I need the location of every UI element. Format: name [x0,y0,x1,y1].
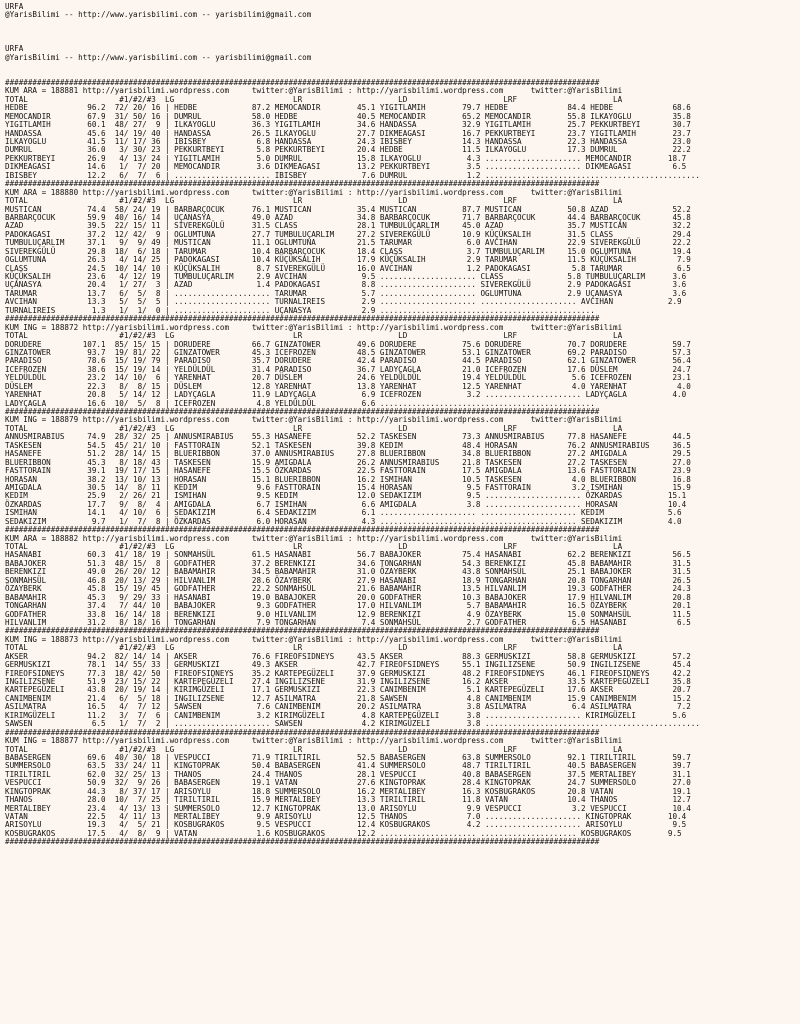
column-header: TOTAL #1/#2/#3 LG LR LD LRF LA [5,331,623,341]
section-separator: ################################################################################################################################## [5,407,600,416]
horse-row: OGLUMTUNA 26.3 4/ 14/ 25 | PADOKAGASI 10.4 KÜÇÜKSALIH 17.9 KÜÇÜKSALIH 2.9 TARUMAR 11.5 KÜÇÜKSALIH 7.9 [5,255,691,265]
horse-row: BERENKIZI 49.0 26/ 20/ 12 | BABAMAHIR 34.5 BABAMAHIR 31.0 ÖZAYBERK 43.8 SONMAHSÜL 25.1 BABAJOKER 31.5 [5,567,691,577]
horse-row: THANOS 28.0 10/ 7/ 25 | TIRILTIRIL 15.9 MERTALIBEY 13.3 TIRILTIRIL 11.8 VATAN 10.4 THANOS 12.7 [5,795,691,805]
horse-row: BABASERGEN 69.6 40/ 30/ 18 | VESPUCCI 71.9 TIRILTIRIL 52.5 BABASERGEN 63.8 SUMMERSOLO 92.1 TIRILTIRIL 59.7 [5,752,691,762]
horse-row: GODFATHER 33.8 16/ 14/ 18 | BERENKIZI 9.0 HILVANLIM 12.9 BERENKIZI 4.9 ÖZAYBERK 15.0 SONMAHSÜL 11.5 [5,609,691,619]
race-header: KUM ARA = 188880 http://yarisbilimi.wordpress.com twitter:@YarisBilimi : http://yarisbilimi.wordpress.com twitter:@YarisBilimi [5,187,623,197]
horse-row: YARENHAT 20.8 5/ 14/ 12 | LADYÇAGLA 11.9 LADYÇAGLA 6.9 ICEFROZEN 3.2 ..................... LADYÇAGLA 4.0 [5,390,687,400]
race-header: KUM ARA = 188882 http://yarisbilimi.wordpress.com twitter:@YarisBilimi : http://yarisbilimi.wordpress.com twitter:@YarisBilimi [5,533,623,543]
race-section [5,535,796,636]
horse-row: ICEFROZEN 38.6 15/ 19/ 14 | YELDÜLDÜL 31.4 PARADISO 36.7 LADYÇAGLA 21.0 ICEFROZEN 17.6 DÜSLEM 24.7 [5,364,691,374]
column-header: TOTAL #1/#2/#3 LG LR LD LRF LA [5,542,623,551]
horse-row: VATAN 22.5 4/ 11/ 13 | MERTALIBEY 9.9 ARISOYLU 12.5 THANOS 7.0 ..................... KINGTOPRAK 10.4 [5,812,687,821]
race-header: KUM ING = 188872 http://yarisbilimi.wordpress.com twitter:@YarisBilimi : http://yarisbilimi.wordpress.com twitter:@YarisBilimi [5,322,623,332]
horse-row: GERMUSKIZI 78.1 14/ 55/ 33 | GERMUSKIZI 49.3 AKSER 42.7 FIREOFSIDNEYS 55.1 INGILIZSENE 50.9 INGILIZSENE 45.4 [5,660,691,670]
horse-row: SEDAKIZIM 9.7 1/ 7/ 8 | ÖZKARDAS 6.0 HORASAN 4.3 ..................... ..................... SEDAKIZIM 4.0 [5,516,682,526]
horse-row: BABAMAHIR 45.3 9/ 29/ 33 | HASANABI 19.0 BABAJOKER 20.0 GODFATHER 10.3 BABAJOKER 17.9 HILVANLIM 20.8 [5,592,691,602]
section-separator: ################################################################################################################################## [5,525,600,535]
race-header: KUM ING = 188873 http://yarisbilimi.wordpress.com twitter:@YarisBilimi : http://yarisbilimi.wordpress.com twitter:@YarisBilimi [5,634,623,644]
horse-row: CANIMBENIM 21.4 6/ 5/ 18 | INGILIZSENE 12.7 ASILMATRA 21.8 SAWSEN 4.8 CANIMBENIM 15.9 CANIMBENIM 15.2 [5,693,691,703]
section-separator: ################################################################################################################################## [5,626,600,636]
horse-row: GINZATOWER 93.7 19/ 81/ 22 | GINZATOWER 45.3 ICEFROZEN 48.5 GINZATOWER 53.1 GINZATOWER 69.2 PARADISO 57.3 [5,347,691,357]
horse-row: ÖZKARDAS 17.7 9/ 8/ 4 | AMIGDALA 6.7 ISMIHAN 6.6 AMIGDALA 3.8 ..................... HORASAN 10.4 [5,499,687,509]
race-section [5,636,796,737]
horse-row: MERTALIBEY 23.4 4/ 13/ 13 | SUMMERSOLO 12.7 KINGTOPRAK 13.0 ARISOYLU 9.9 VESPUCCI 3.2 VESPUCCI 10.4 [5,803,691,813]
horse-row: DÜSLEM 22.3 8/ 8/ 15 | DÜSLEM 12.8 YARENHAT 13.8 YARENHAT 12.5 YARENHAT 4.0 YARENHAT 4.0 [5,381,691,391]
horse-row: TIRILTIRIL 62.0 32/ 25/ 13 | THANOS 24.4 THANOS 28.1 VESPUCCI 40.8 BABASERGEN 37.5 MERTALIBEY 31.1 [5,769,691,779]
horse-row: ASILMATRA 16.5 4/ 7/ 12 | SAWSEN 7.6 CANIMBENIM 20.2 ASILMATRA 3.8 ASILMATRA 6.4 ASILMATRA 7.2 [5,702,691,712]
horse-row: KIRIMGÜZELI 11.2 3/ 7/ 6 | CANIMBENIM 3.2 KIRIMGÜZELI 4.8 KARTEPEGÜZELI 3.8 ..................... KIRIMGÜZELI 5.6 [5,710,687,720]
blank-line [5,37,796,45]
blank-line [5,28,796,36]
horse-row: HORASAN 38.2 13/ 10/ 13 | HORASAN 15.1 BLUERIBBON 16.2 ISMIHAN 10.5 TASKESEN 4.0 BLUERIBBON 16.8 [5,474,691,484]
horse-row: PADOKAGASI 37.2 12/ 42/ 9 | OGLUMTUNA 27.7 TUMBULUÇARLIM 27.2 SIVEREKGÜLÜ 10.9 KÜÇÜKSALIH 31.5 CLASS 29.4 [5,229,691,239]
horse-row: TASKESEN 54.5 45/ 21/ 10 | FASTTORAIN 52.1 TASKESEN 39.8 KEDIM 48.4 HORASAN 76.2 ANNUSMIRABIUS 36.5 [5,440,691,450]
column-header: TOTAL #1/#2/#3 LG LR LD LRF LA [5,196,623,206]
column-header: TOTAL #1/#2/#3 LG LR LD LRF LA [5,744,623,754]
horse-row: BLUERIBBON 45.3 8/ 18/ 43 | TASKESEN 15.9 AMIGDALA 26.2 ANNUSMIRABIUS 21.8 TASKESEN 27.2 TASKESEN 27.0 [5,457,691,467]
horse-row: HASANEFE 51.2 28/ 14/ 15 | BLUERIBBON 37.0 ANNUSMIRABIUS 27.8 BLUERIBBON 34.8 BLUERIBBON 27.2 AMIGDALA 29.5 [5,449,691,459]
column-header: TOTAL #1/#2/#3 LG LR LD LRF LA [5,94,623,104]
horse-row: HASANABI 60.3 41/ 18/ 19 | SONMAHSÜL 61.5 HASANABI 56.7 BABAJOKER 75.4 HASANABI 62.2 BERENKIZI 56.5 [5,550,691,560]
races-container [5,79,796,847]
horse-row: LADYÇAGLA 16.6 10/ 5/ 8 | ICEFROZEN 4.8 YELDÜLDÜL 6.6 ............................................... [5,398,595,408]
horse-row: AMIGDALA 30.5 14/ 8/ 11 | KEDIM 9.6 FASTTORAIN 15.4 HORASAN 9.5 FASTTORAIN 3.2 ISMIHAN 15.9 [5,482,691,492]
horse-row: DIKMEAGASI 14.6 1/ 7/ 20 | MEMOCANDIR 3.6 DIKMEAGASI 13.2 PEKKURTBEYI 3.5 ..................... DIKMEAGASI 6.5 [5,162,687,172]
horse-row: ÖZAYBERK 45.8 15/ 19/ 45 | GODFATHER 22.2 SONMAHSÜL 21.6 BABAMAHIR 13.5 HILVANLIM 19.3 GODFATHER 24.3 [5,584,691,594]
horse-row: PARADISO 78.6 15/ 19/ 79 | PARADISO 35.7 DORUDERE 42.4 PARADISO 44.5 PARADISO 62.1 GINZATOWER 56.4 [5,356,691,366]
horse-row: IBISBEY 12.2 6/ 7/ 6 | ..................... IBISBEY 7.6 DUMRUL 1.2 ............................................... [5,170,700,180]
section-separator: ################################################################################################################################## [5,179,600,189]
horse-row: KINGTOPRAK 44.3 8/ 37/ 17 | ARISOYLU 18.8 SUMMERSOLO 16.2 MERTALIBEY 16.3 KOSBUGRAKOS 20.8 VATAN 19.1 [5,786,691,796]
horse-row: BABAJOKER 51.3 48/ 15/ 8 | GODFATHER 37.2 BERENKIZI 34.6 TONGARHAN 54.3 BERENKIZI 45.8 BABAMAHIR 31.5 [5,558,691,568]
horse-row: DORUDERE 107.1 85/ 15/ 15 | DORUDERE 66.7 GINZATOWER 49.6 DORUDERE 75.6 DORUDERE 70.7 DORUDERE 59.7 [5,339,691,349]
horse-row: TONGARHAN 37.4 7/ 44/ 10 | BABAJOKER 9.3 GODFATHER 17.0 HILVANLIM 5.7 BABAMAHIR 16.5 ÖZAYBERK 20.1 [5,601,691,611]
section-separator: ################################################################################################################################## [5,837,600,847]
horse-row: MEMOCANDIR 67.9 31/ 50/ 16 | DUMRUL 58.0 HEDBE 40.5 MEMOCANDIR 65.2 MEMOCANDIR 55.8 ILKAYOGLU 35.8 [5,111,691,121]
horse-row: KEDIM 25.9 2/ 26/ 21 | ISMIHAN 9.5 KEDIM 12.0 SEDAKIZIM 9.5 ..................... ÖZKARDAS 15.1 [5,491,687,501]
section-separator: ################################################################################################################################## [5,727,600,737]
race-section [5,87,796,188]
horse-row: AZAD 39.5 22/ 15/ 11 | SIVEREKGÜLÜ 31.5 CLASS 28.1 TUMBULUÇARLIM 45.0 AZAD 35.7 MUSTICAN 32.2 [5,221,691,231]
horse-row: MUSTICAN 74.4 58/ 24/ 19 | BARBARÇOCUK 76.1 MUSTICAN 35.4 MUSTICAN 87.7 MUSTICAN 50.8 AZAD 52.2 [5,204,691,214]
column-header: TOTAL #1/#2/#3 LG LR LD LRF LA [5,423,623,433]
horse-row: HILVANLIM 31.2 8/ 18/ 16 | TONGARHAN 7.9 TONGARHAN 7.4 SONMAHSÜL 2.7 GODFATHER 6.5 HASANABI 6.5 [5,617,691,627]
horse-row: KARTEPEGÜZELI 43.8 20/ 19/ 14 | KIRIMGÜZELI 17.1 GERMUSKIZI 22.3 CANIMBENIM 5.1 KARTEPEGÜZELI 17.6 AKSER 20.7 [5,685,691,695]
horse-row: SAWSEN 6.5 1/ 7/ 2 | ..................... SAWSEN 4.2 KIRIMGÜZELI 3.8 ............................................... [5,719,700,729]
horse-row: INGILIZSENE 51.9 23/ 15/ 22 | KARTEPEGÜZELI 27.4 INGILIZSENE 31.9 INGILIZSENE 16.2 AKSER 33.5 KARTEPEGÜZELI 35.8 [5,677,691,686]
city-title: URFA [5,2,24,11]
horse-row: FASTTORAIN 39.1 19/ 17/ 15 | HASANEFE 15.5 ÖZKARDAS 22.5 FASTTORAIN 17.5 AMIGDALA 13.6 FASTTORAIN 23.9 [5,466,691,476]
race-header: KUM ING = 188877 http://yarisbilimi.wordpress.com twitter:@YarisBilimi : http://yarisbilimi.wordpress.com twitter:@YarisBilimi [5,736,623,746]
section-separator: ################################################################################################################################## [5,314,600,324]
horse-row: TURNALIREIS 1.3 1/ 1/ 0 | ..................... UÇANASYA 2.9 ............................................... [5,305,595,315]
horse-row: SONMAHSÜL 46.8 20/ 13/ 29 | HILVANLIM 28.6 ÖZAYBERK 27.9 HASANABI 18.9 TONGARHAN 20.8 TONGARHAN 26.5 [5,575,691,585]
city-title: URFA [5,44,24,54]
race-header: KUM ARA = 188881 http://yarisbilimi.wordpress.com twitter:@YarisBilimi : http://yarisbilimi.wordpress.com twitter:@YarisBilimi [5,86,623,96]
blank-line [5,20,796,28]
horse-row: SUMMERSOLO 63.5 33/ 24/ 11 | KINGTOPRAK 50.4 BABASERGEN 41.4 SUMMERSOLO 48.7 TIRILTIRIL 40.5 BABASERGEN 39.7 [5,761,691,771]
column-header: TOTAL #1/#2/#3 LG LR LD LRF LA [5,643,623,653]
horse-row: BARBARÇOCUK 59.9 40/ 16/ 14 | UÇANASYA 49.0 AZAD 34.8 BARBARÇOCUK 71.7 BARBARÇOCUK 44.4 BARBARÇOCUK 45.8 [5,212,691,222]
horse-row: ISMIHAN 14.1 4/ 10/ 6 | SEDAKIZIM 6.4 SEDAKIZIM 6.1 ..................... ..................... KEDIM 5.6 [5,508,682,518]
race-section [5,324,796,417]
horse-row: ANNUSMIRABIUS 74.9 28/ 32/ 25 | ANNUSMIRABIUS 55.3 HASANEFE 52.2 TASKESEN 73.3 ANNUSMIRABIUS 77.8 HASANEFE 44.5 [5,432,691,442]
horse-row: CLASS 24.5 10/ 14/ 10 | KÜÇÜKSALIH 8.7 SIVEREKGÜLÜ 16.0 AVCIHAN 1.2 PADOKAGASI 5.8 TARUMAR 6.5 [5,263,691,273]
horse-row: YELDÜLDÜL 23.2 14/ 10/ 6 | YARENHAT 20.7 DÜSLEM 24.6 YELDÜLDÜL 19.4 YELDÜLDÜL 5.6 ICEFROZEN 23.1 [5,373,691,383]
horse-row: TUMBULUÇARLIM 37.1 9/ 9/ 49 | MUSTICAN 11.1 OGLUMTUNA 21.5 TARUMAR 6.0 AVCIHAN 22.9 SIVEREKGÜLÜ 22.2 [5,238,691,248]
horse-row: ARISOYLU 19.3 4/ 5/ 21 | KOSBUGRAKOS 9.5 VESPUCCI 12.4 KOSBUGRAKOS 4.2 ..................... ARISOYLU 9.5 [5,820,687,830]
blank-line [5,62,796,70]
horse-row: HANDASSA 45.6 14/ 19/ 40 | HANDASSA 26.5 ILKAYOGLU 27.7 DIKMEAGASI 16.7 PEKKURTBEYI 23.7 YIGITLAMIH 23.7 [5,128,691,138]
horse-row: VESPUCCI 50.9 32/ 9/ 26 | BABASERGEN 19.1 VATAN 27.6 KINGTOPRAK 28.4 KINGTOPRAK 24.7 SUMMERSOLO 27.0 [5,778,691,788]
horse-row: KOSBUGRAKOS 17.5 4/ 8/ 9 | VATAN 1.6 KOSBUGRAKOS 12.2 ..................... ..................... KOSBUGRAKOS 9.5 [5,828,682,838]
horse-row: AVCIHAN 13.3 5/ 5/ 5 | ..................... TURNALIREIS 2.9 ..................... ..................... AVCIHAN 2.9 [5,297,682,307]
horse-row: ILKAYOGLU 41.5 11/ 17/ 36 | IBISBEY 6.8 HANDASSA 24.3 IBISBEY 14.3 HANDASSA 22.3 HANDASSA 23.0 [5,137,691,146]
horse-row: UÇANASYA 20.4 1/ 27/ 3 | AZAD 1.4 PADOKAGASI 8.8 ..................... SIVEREKGÜLÜ 2.9 PADOKAGASI 3.6 [5,280,687,290]
horse-row: PEKKURTBEYI 26.9 4/ 13/ 24 | YIGITLAMIH 5.0 DUMRUL 15.8 ILKAYOGLU 4.3 ..................... MEMOCANDIR 18.7 [5,153,687,163]
horse-row: KÜÇÜKSALIH 23.6 4/ 12/ 19 | TUMBULUÇARLIM 2.9 AVCIHAN 9.5 ..................... CLASS 5.8 TUMBULUÇARLIM 3.6 [5,272,687,281]
race-header: KUM ING = 188879 http://yarisbilimi.wordpress.com twitter:@YarisBilimi : http://yarisbilimi.wordpress.com twitter:@YarisBilimi [5,415,623,425]
contact-line: @YarisBilimi -- http://www.yarisbilimi.com -- yarisbilimi@gmail.com [5,52,312,62]
contact-line: @YarisBilimi -- http://www.yarisbilimi.com -- yarisbilimi@gmail.com [5,10,312,20]
section-separator: ################################################################################################################################## [5,77,600,87]
horse-row: YIGITLAMIH 60.1 48/ 27/ 9 | ILKAYOGLU 36.3 YIGITLAMIH 34.6 HANDASSA 32.9 YIGITLAMIH 25.7 PEKKURTBEYI 30.7 [5,120,691,130]
horse-row: DUMRUL 36.0 3/ 30/ 23 | PEKKURTBEYI 5.8 PEKKURTBEYI 20.4 HEDBE 11.5 ILKAYOGLU 17.3 DUMRUL 22.2 [5,145,691,155]
horse-row: TARUMAR 13.7 6/ 5/ 8 | ..................... TARUMAR 5.7 ..................... OGLUMTUNA 2.9 UÇANASYA 3.6 [5,288,687,298]
race-section [5,189,796,324]
horse-row: AKSER 94.2 82/ 14/ 14 | AKSER 76.6 FIREOFSIDNEYS 43.5 AKSER 88.3 GERMUSKIZI 58.8 GERMUSKIZI 57.2 [5,651,691,661]
horse-row: FIREOFSIDNEYS 77.3 18/ 42/ 50 | FIREOFSIDNEYS 35.2 KARTEPEGÜZELI 37.9 GERMUSKIZI 48.2 FIREOFSIDNEYS 46.1 FIREOFSIDNEYS 42.2 [5,668,691,678]
horse-row: SIVEREKGÜLÜ 29.8 18/ 6/ 18 | TARUMAR 10.4 BARBARÇOCUK 18.4 CLASS 3.7 TUMBULUÇARLIM 15.0 OGLUMTUNA 19.4 [5,246,691,256]
horse-row: HEDBE 96.2 72/ 20/ 16 | HEDBE 87.2 MEMOCANDIR 45.1 YIGITLAMIH 79.7 HEDBE 84.4 HEDBE 68.6 [5,103,691,113]
race-section [5,737,796,847]
race-section [5,416,796,534]
